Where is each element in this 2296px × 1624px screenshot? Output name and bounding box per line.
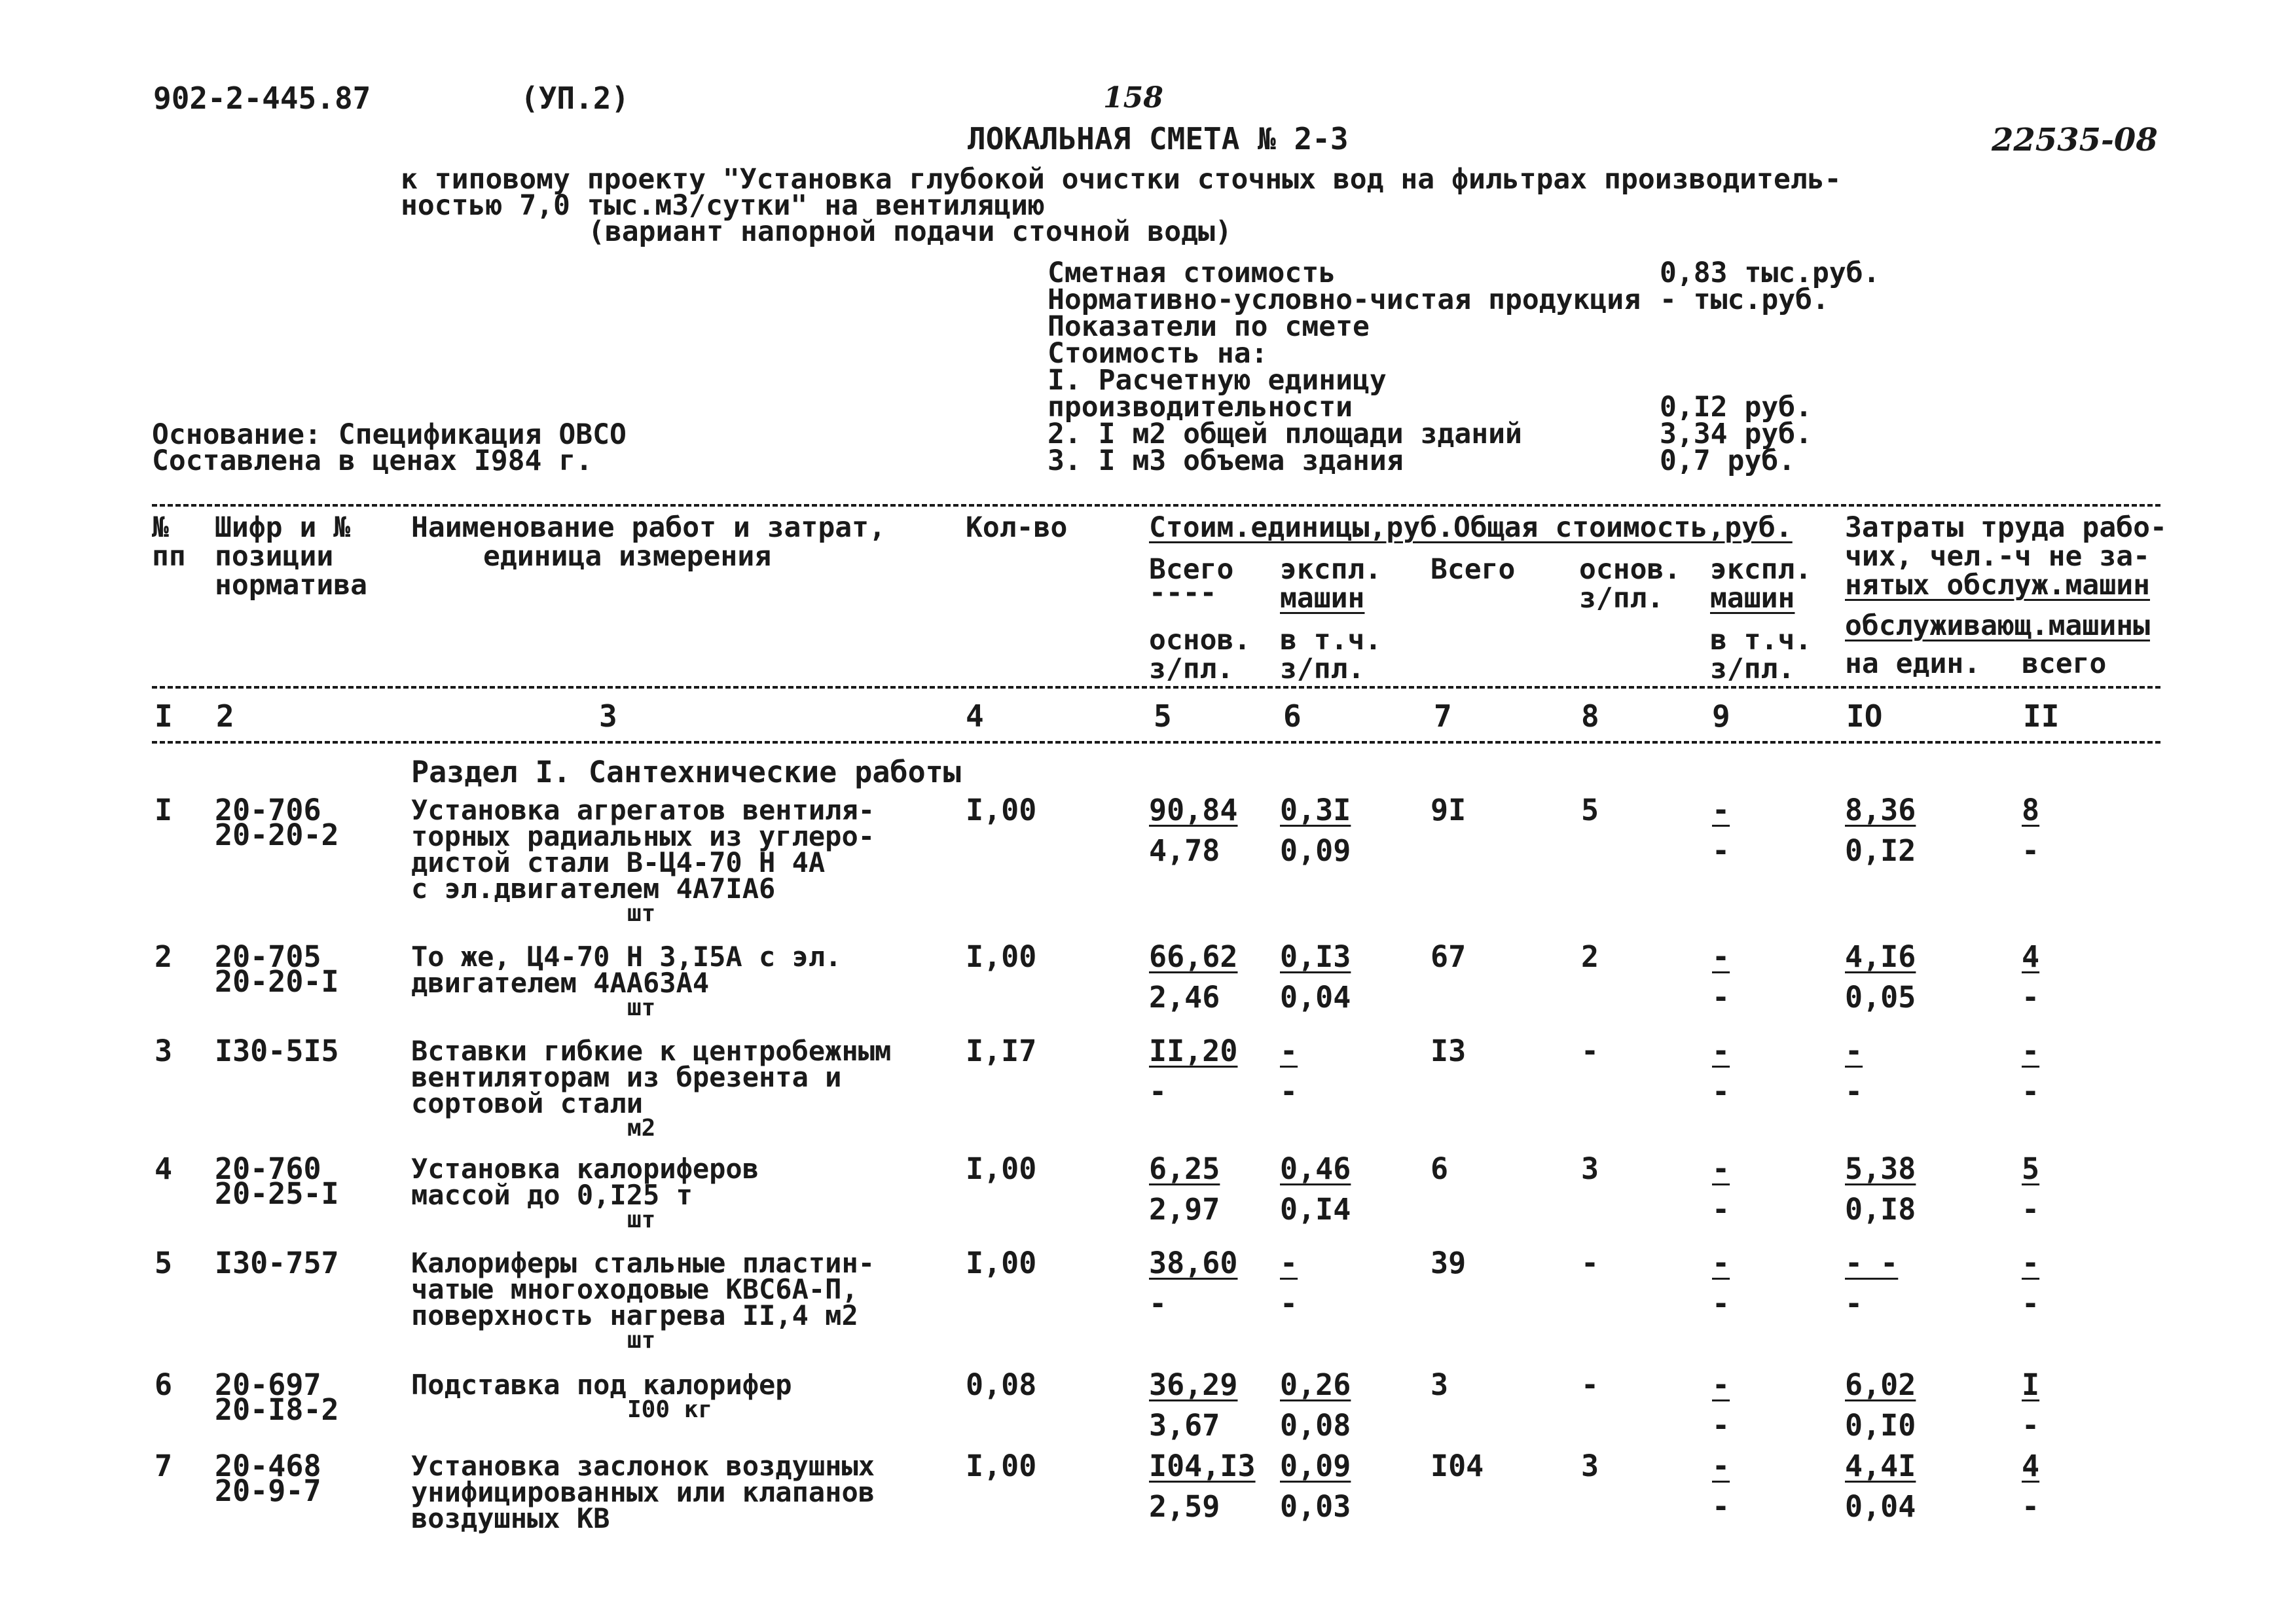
table-row	[0, 1452, 2296, 1458]
summary-value: 0,7 руб.	[1660, 444, 1796, 477]
norm-code: 20-9-7	[215, 1473, 321, 1508]
total-wages: 2	[1581, 939, 1599, 974]
labor-total: 8	[2022, 793, 2040, 827]
total-wages: 3	[1581, 1449, 1599, 1483]
total-wages: -	[1581, 1367, 1599, 1402]
summary-label: Стоимость на:	[1048, 337, 1268, 370]
unit-cost-machines: -	[1280, 1246, 1298, 1280]
total-cost-header: Общая стоимость,руб.	[1453, 511, 1793, 544]
work-name: Установка заслонок воздушных	[411, 1450, 875, 1482]
unit-cost-wages: 2,59	[1149, 1489, 1220, 1524]
total-machine-wages: -	[1712, 1408, 1730, 1443]
column-number: 6	[1283, 698, 1302, 734]
labor-machines-total: -	[2022, 1286, 2040, 1321]
col-5-divider: ----	[1149, 577, 1217, 609]
summary-label: 2. I м2 общей площади зданий	[1048, 418, 1522, 450]
col-5-bottom-header: основ. з/пл.	[1149, 624, 1251, 685]
work-name: чатые многоходовые КВС6А-П,	[411, 1273, 858, 1305]
norm-code: 20-468	[215, 1449, 321, 1483]
unit-cost-wages: 2,97	[1149, 1192, 1220, 1227]
total-cost: 3	[1430, 1367, 1449, 1402]
table-row	[0, 1371, 2296, 1377]
unit-cost-machine-wages: -	[1280, 1074, 1298, 1109]
work-name: сортовой стали	[411, 1087, 644, 1119]
work-name: То же, Ц4-70 Н 3,I5А с эл.	[411, 941, 842, 973]
labor-machines-total: -	[2022, 980, 2040, 1015]
labor-machines-total: -	[2022, 1074, 2040, 1109]
total-machine-wages: -	[1712, 1074, 1730, 1109]
total-machine-wages: -	[1712, 980, 1730, 1015]
unit-cost-machine-wages: 0,04	[1280, 980, 1351, 1015]
unit-of-measure: шт	[627, 1327, 656, 1354]
work-name: Подставка под калорифер	[411, 1369, 792, 1401]
unit-cost-total: I04,I3	[1149, 1449, 1256, 1483]
row-number: 7	[155, 1449, 173, 1483]
work-name: с эл.двигателем 4А7IА6	[411, 873, 776, 905]
quantity: I,00	[966, 1449, 1037, 1483]
document-code: 902-2-445.87	[153, 81, 371, 116]
labor-total: I	[2022, 1367, 2040, 1402]
labor-per-unit: 4,I6	[1845, 939, 1916, 974]
total-machines: -	[1712, 1246, 1730, 1280]
unit-cost-wages: -	[1149, 1286, 1167, 1321]
work-name: торных радиальных из углеро-	[411, 820, 875, 852]
col-6-top-header: экспл. машин	[1280, 553, 1382, 615]
col-10-header: на един.	[1845, 647, 1981, 680]
work-name: унифицированных или клапанов	[411, 1476, 875, 1508]
col-9-bottom-header: в т.ч. з/пл.	[1710, 624, 1812, 685]
total-cost: 6	[1430, 1151, 1449, 1186]
unit-cost-machines: -	[1280, 1034, 1298, 1068]
unit-cost-wages: 2,46	[1149, 980, 1220, 1015]
summary-label: I. Расчетную единицу	[1048, 364, 1387, 397]
work-name: двигателем 4АА63А4	[411, 967, 710, 999]
unit-of-measure: м2	[627, 1115, 656, 1142]
quantity: I,I7	[966, 1034, 1037, 1068]
labor-total: -	[2022, 1246, 2040, 1280]
norm-code: 20-705	[215, 939, 321, 974]
labor-per-unit: - -	[1845, 1246, 1899, 1280]
table-row	[0, 1155, 2296, 1161]
prices-line: Составлена в ценах I984 г.	[152, 444, 593, 477]
column-numbers-rule	[152, 741, 2160, 744]
unit-cost-machines: 0,09	[1280, 1449, 1351, 1483]
unit-cost-header: Стоим.единицы,руб.	[1149, 511, 1454, 544]
labor-per-unit: 5,38	[1845, 1151, 1916, 1186]
norm-code: 20-760	[215, 1151, 321, 1186]
labor-machines-per-unit: 0,04	[1845, 1489, 1916, 1524]
unit-cost-machine-wages: 0,03	[1280, 1489, 1351, 1524]
norm-code: I30-5I5	[215, 1034, 339, 1068]
archive-stamp: 22535-08	[1992, 122, 2158, 158]
column-number: 2	[216, 698, 234, 734]
total-cost: 9I	[1430, 793, 1467, 827]
norm-code: 20-25-I	[215, 1176, 339, 1211]
table-row	[0, 796, 2296, 803]
work-name: вентиляторам из брезента и	[411, 1061, 842, 1093]
norm-code: 20-20-2	[215, 818, 339, 852]
page-number: 158	[1103, 81, 1163, 115]
labor-machines-per-unit: 0,I8	[1845, 1192, 1916, 1227]
col-4-header: Кол-во	[966, 511, 1068, 544]
column-number: 7	[1434, 698, 1452, 734]
labor-total: 5	[2022, 1151, 2040, 1186]
total-cost: I3	[1430, 1034, 1467, 1068]
subtitle-line-3: (вариант напорной подачи сточной воды)	[588, 215, 1232, 248]
unit-cost-machine-wages: -	[1280, 1286, 1298, 1321]
table-top-rule	[152, 504, 2160, 507]
unit-of-measure: I00 кг	[627, 1396, 713, 1423]
row-number: 2	[155, 939, 173, 974]
unit-cost-total: 36,29	[1149, 1367, 1238, 1402]
summary-value: - тыс.руб.	[1660, 283, 1829, 316]
labor-total: 4	[2022, 1449, 2040, 1483]
work-name: Установка агрегатов вентиля-	[411, 794, 875, 826]
labor-header: Затраты труда рабо- чих, чел.-ч не за- нятых обслуж.машин обслуживающ.машины	[1845, 511, 2167, 642]
column-number: 9	[1712, 698, 1730, 734]
quantity: I,00	[966, 1151, 1037, 1186]
summary-label: производительности	[1048, 391, 1353, 424]
unit-of-measure: шт	[627, 994, 656, 1021]
summary-value: 3,34 руб.	[1660, 418, 1812, 450]
column-number: IO	[1846, 698, 1883, 734]
labor-per-unit: 6,02	[1845, 1367, 1916, 1402]
work-name: Калориферы стальные пластин-	[411, 1247, 875, 1279]
column-number: 3	[599, 698, 617, 734]
column-number: 4	[966, 698, 984, 734]
total-machines: -	[1712, 1449, 1730, 1483]
labor-machines-total: -	[2022, 1408, 2040, 1443]
work-name: Вставки гибкие к центробежным	[411, 1035, 892, 1067]
total-cost: I04	[1430, 1449, 1484, 1483]
col-1-header: № пп	[152, 511, 186, 573]
summary-label: Показатели по смете	[1048, 310, 1370, 343]
labor-machines-per-unit: 0,I0	[1845, 1408, 1916, 1443]
summary-label: Сметная стоимость	[1048, 257, 1336, 289]
unit-of-measure: шт	[627, 900, 656, 927]
total-machines: -	[1712, 939, 1730, 974]
labor-machines-total: -	[2022, 1192, 2040, 1227]
col-5-top-header: Всего	[1149, 553, 1234, 586]
norm-code: I30-757	[215, 1246, 339, 1280]
col-2-header: Шифр и № позиции норматива	[215, 511, 367, 602]
total-cost: 39	[1430, 1246, 1467, 1280]
labor-machines-per-unit: 0,05	[1845, 980, 1916, 1015]
unit-cost-machine-wages: 0,I4	[1280, 1192, 1351, 1227]
unit-of-measure: шт	[627, 1206, 656, 1233]
summary-value: 0,I2 руб.	[1660, 391, 1812, 424]
unit-cost-wages: 3,67	[1149, 1408, 1220, 1443]
column-number: 8	[1581, 698, 1599, 734]
album-number: (УП.2)	[520, 81, 630, 116]
summary-value: 0,83 тыс.руб.	[1660, 257, 1880, 289]
section-title: Раздел I. Сантехнические работы	[411, 755, 961, 789]
labor-machines-total: -	[2022, 833, 2040, 868]
total-machine-wages: -	[1712, 1286, 1730, 1321]
table-row	[0, 943, 2296, 949]
unit-cost-wages: 4,78	[1149, 833, 1220, 868]
subtitle-line-2: ностью 7,0 тыс.м3/сутки" на вентиляцию	[401, 189, 1045, 222]
row-number: 5	[155, 1246, 173, 1280]
unit-cost-machines: 0,I3	[1280, 939, 1351, 974]
header-bottom-rule	[152, 686, 2160, 689]
quantity: I,00	[966, 939, 1037, 974]
column-number: II	[2023, 698, 2060, 734]
unit-cost-machines: 0,46	[1280, 1151, 1351, 1186]
column-number: I	[155, 698, 173, 734]
summary-label: Нормативно-условно-чистая продукция	[1048, 283, 1641, 316]
labor-total: -	[2022, 1034, 2040, 1068]
work-name: поверхность нагрева II,4 м2	[411, 1299, 858, 1331]
quantity: 0,08	[966, 1367, 1037, 1402]
total-wages: 3	[1581, 1151, 1599, 1186]
total-wages: -	[1581, 1246, 1599, 1280]
labor-per-unit: -	[1845, 1034, 1863, 1068]
labor-per-unit: 4,4I	[1845, 1449, 1916, 1483]
unit-cost-machines: 0,26	[1280, 1367, 1351, 1402]
col-8-header: основ. з/пл.	[1579, 553, 1681, 615]
total-machine-wages: -	[1712, 1192, 1730, 1227]
labor-machines-total: -	[2022, 1489, 2040, 1524]
document-title: ЛОКАЛЬНАЯ СМЕТА № 2-3	[968, 121, 1349, 156]
col-7-header: Всего	[1430, 553, 1516, 586]
row-number: 3	[155, 1034, 173, 1068]
labor-machines-per-unit: -	[1845, 1286, 1863, 1321]
total-wages: 5	[1581, 793, 1599, 827]
labor-machines-per-unit: -	[1845, 1074, 1863, 1109]
row-number: 4	[155, 1151, 173, 1186]
total-machines: -	[1712, 1367, 1730, 1402]
row-number: I	[155, 793, 173, 827]
norm-code: 20-I8-2	[215, 1392, 339, 1427]
total-machines: -	[1712, 793, 1730, 827]
unit-cost-total: 6,25	[1149, 1151, 1220, 1186]
total-machines: -	[1712, 1151, 1730, 1186]
labor-total: 4	[2022, 939, 2040, 974]
unit-cost-machine-wages: 0,09	[1280, 833, 1351, 868]
work-name: Установка калориферов	[411, 1153, 759, 1185]
norm-code: 20-697	[215, 1367, 321, 1402]
work-name: дистой стали В-Ц4-70 Н 4А	[411, 846, 826, 878]
col-11-header: всего	[2022, 647, 2107, 680]
subtitle-line-1: к типовому проекту "Установка глубокой очистки сточных вод на фильтрах производитель-	[401, 163, 1842, 196]
col-3-header: Наименование работ и затрат, единица измерения	[411, 511, 886, 573]
row-number: 6	[155, 1367, 173, 1402]
unit-cost-total: 66,62	[1149, 939, 1238, 974]
col-6-bottom-header: в т.ч. з/пл.	[1280, 624, 1382, 685]
labor-per-unit: 8,36	[1845, 793, 1916, 827]
table-row	[0, 1037, 2296, 1043]
table-row	[0, 1249, 2296, 1255]
norm-code: 20-20-I	[215, 964, 339, 999]
total-cost: 67	[1430, 939, 1467, 974]
total-machines: -	[1712, 1034, 1730, 1068]
basis-line: Основание: Спецификация ОВСО	[152, 418, 627, 451]
work-name: массой до 0,I25 т	[411, 1179, 693, 1211]
unit-cost-wages: -	[1149, 1074, 1167, 1109]
labor-machines-per-unit: 0,I2	[1845, 833, 1916, 868]
norm-code: 20-706	[215, 793, 321, 827]
column-number: 5	[1154, 698, 1172, 734]
total-wages: -	[1581, 1034, 1599, 1068]
col-9-top-header: экспл. машин	[1710, 553, 1812, 615]
summary-label: 3. I м3 объема здания	[1048, 444, 1404, 477]
total-machine-wages: -	[1712, 1489, 1730, 1524]
unit-cost-total: 90,84	[1149, 793, 1238, 827]
unit-cost-total: II,20	[1149, 1034, 1238, 1068]
quantity: I,00	[966, 793, 1037, 827]
unit-cost-total: 38,60	[1149, 1246, 1238, 1280]
work-name: воздушных КВ	[411, 1502, 610, 1534]
total-machine-wages: -	[1712, 833, 1730, 868]
unit-cost-machine-wages: 0,08	[1280, 1408, 1351, 1443]
unit-cost-machines: 0,3I	[1280, 793, 1351, 827]
quantity: I,00	[966, 1246, 1037, 1280]
